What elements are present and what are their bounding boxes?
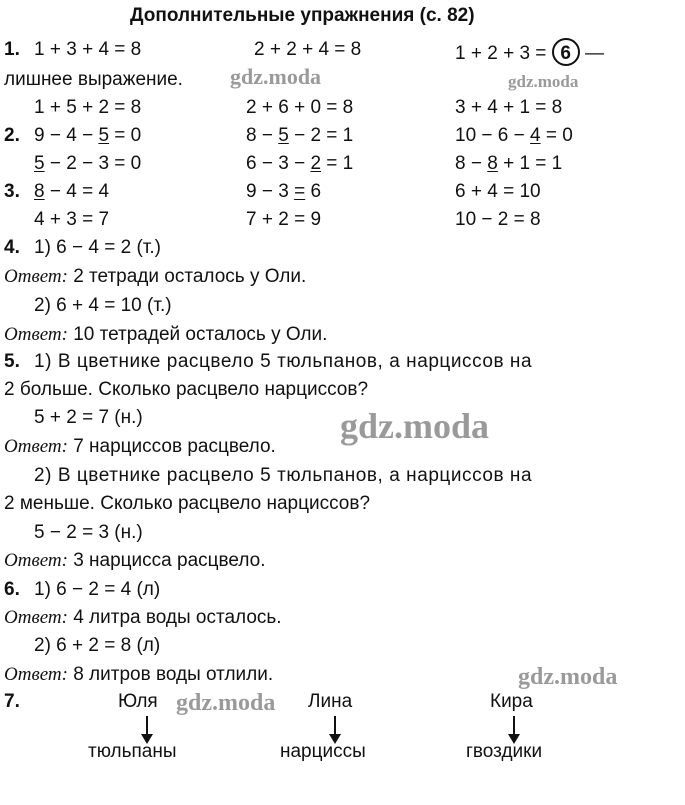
ex4-solution-2: 2) 6 + 4 = 10 (т.)	[34, 295, 172, 316]
ex5-answer-1: Ответ: 7 нарциссов расцвело.	[4, 436, 276, 457]
ex2-row2-a: 5 − 2 − 3 = 0	[34, 153, 142, 174]
ex3-row1-c: 6 + 4 = 10	[455, 181, 541, 202]
ex1-dash: —	[584, 43, 604, 64]
exercise-7-number: 7.	[4, 691, 20, 712]
watermark: gdz.moda	[340, 406, 490, 446]
ex5-problem-2-line-2: 2 меньше. Сколько расцвело нарциссов?	[4, 493, 371, 514]
ex6-solution-1: 1) 6 − 2 = 4 (л)	[34, 579, 161, 600]
ex2-row2-b: 6 − 3 − 2 = 1	[246, 153, 354, 174]
watermark: gdz.moda	[230, 64, 322, 89]
ex4-answer-1: Ответ: 2 тетради осталось у Оли.	[4, 266, 307, 287]
exercise-2-number: 2.	[4, 125, 20, 146]
arrow-down-icon	[146, 716, 148, 736]
ex1-expr-c	[455, 38, 604, 66]
ex1-odd-text: лишнее выражение.	[4, 69, 183, 90]
ex1-expr-c-text: 1 + 2 + 3 =	[455, 43, 547, 64]
ex3-row2-c: 10 − 2 = 8	[455, 209, 541, 230]
ex5-solution-1: 5 + 2 = 7 (н.)	[34, 407, 143, 428]
circled-answer: 6	[552, 38, 580, 66]
ex3-row1-b: 9 − 3 = 6	[246, 181, 322, 202]
name-lina: Лина	[308, 691, 353, 712]
watermark: gdz.moda	[508, 72, 579, 91]
ex6-solution-2: 2) 6 + 2 = 8 (л)	[34, 635, 161, 656]
arrow-down-icon	[334, 716, 336, 736]
ex4-answer-2: Ответ: 10 тетрадей осталось у Оли.	[4, 324, 328, 345]
ex2-row2-c: 8 − 8 + 1 = 1	[455, 153, 563, 174]
ex5-problem-2-line-1: 2) В цветнике расцвело 5 тюльпанов, а нарциссов на	[34, 465, 533, 486]
ex6-answer-1: Ответ: 4 литра воды осталось.	[4, 607, 282, 628]
ex3-row2-a: 4 + 3 = 7	[34, 209, 110, 230]
exercise-3-number: 3.	[4, 181, 20, 202]
exercise-1-number: 1.	[4, 39, 20, 60]
ex5-answer-2: Ответ: 3 нарцисса расцвело.	[4, 550, 266, 571]
flower-tulips: тюльпаны	[88, 741, 177, 762]
page-title: Дополнительные упражнения (с. 82)	[130, 5, 475, 26]
arrow-down-icon	[513, 716, 515, 736]
ex1-expr-a: 1 + 3 + 4 = 8	[34, 39, 142, 60]
exercise-4-number: 4.	[4, 237, 20, 258]
ex1-row2-b: 2 + 6 + 0 = 8	[246, 97, 354, 118]
ex2-row1-a: 9 − 4 − 5 = 0	[34, 125, 142, 146]
ex2-row1-b: 8 − 5 − 2 = 1	[246, 125, 354, 146]
flower-carnations: гвоздики	[466, 741, 543, 762]
ex5-problem-1-line-2: 2 больше. Сколько расцвело нарциссов?	[4, 379, 369, 400]
ex4-solution-1: 1) 6 − 4 = 2 (т.)	[34, 237, 161, 258]
ex2-row1-c: 10 − 6 − 4 = 0	[455, 125, 573, 146]
ex1-row2-a: 1 + 5 + 2 = 8	[34, 97, 142, 118]
ex5-solution-2: 5 − 2 = 3 (н.)	[34, 522, 143, 543]
ex1-row2-c: 3 + 4 + 1 = 8	[455, 97, 563, 118]
name-yulya: Юля	[118, 691, 158, 712]
ex3-row1-a: 8 − 4 = 4	[34, 181, 110, 202]
ex1-expr-b: 2 + 2 + 4 = 8	[254, 39, 362, 60]
exercise-6-number: 6.	[4, 579, 20, 600]
watermark: gdz.moda	[518, 664, 618, 690]
exercise-5-number: 5.	[4, 351, 20, 372]
flower-daffodils: нарциссы	[280, 741, 366, 762]
name-kira: Кира	[490, 691, 533, 712]
ex5-problem-1-line-1: 1) В цветнике расцвело 5 тюльпанов, а нарциссов на	[34, 351, 533, 372]
ex6-answer-2: Ответ: 8 литров воды отлили.	[4, 664, 274, 685]
ex3-row2-b: 7 + 2 = 9	[246, 209, 322, 230]
watermark: gdz.moda	[176, 690, 276, 716]
